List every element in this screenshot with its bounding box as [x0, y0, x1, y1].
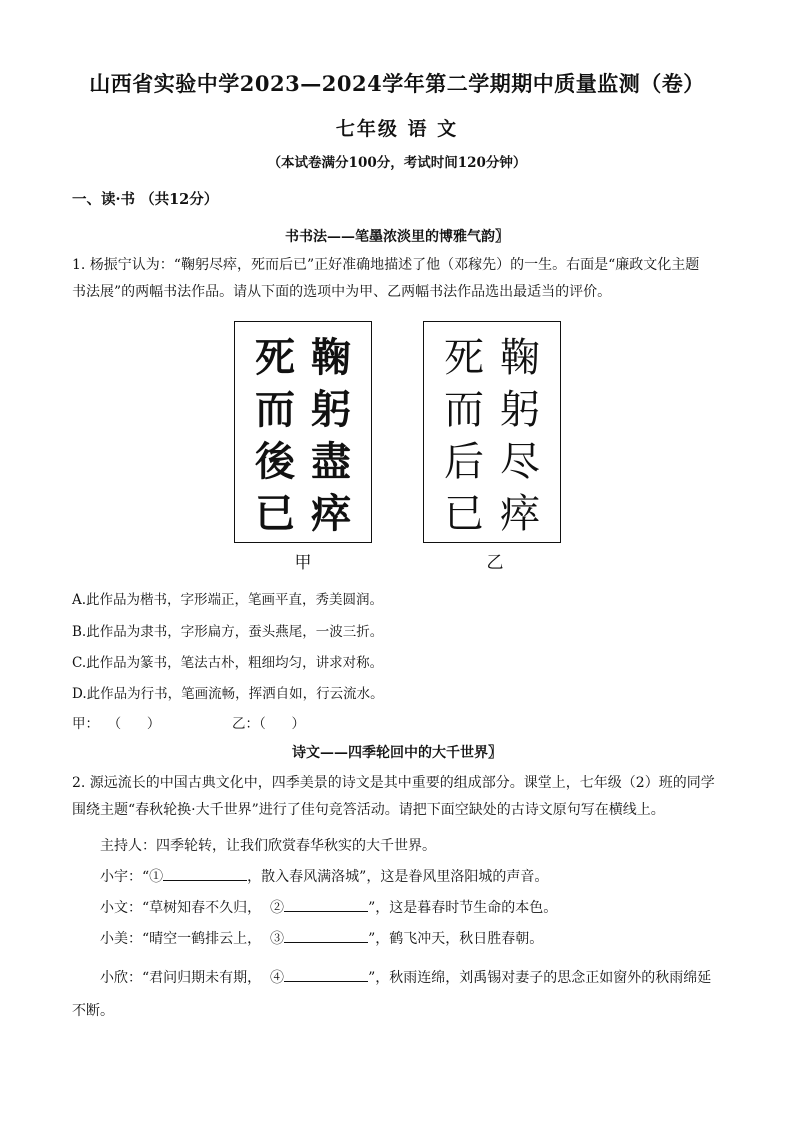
calligraphy-work-jia [234, 321, 372, 543]
glyph: 而 [255, 386, 295, 433]
glyph: 鞠 [311, 334, 351, 381]
glyph: 躬 [311, 386, 351, 433]
fill-line-3 [100, 926, 726, 953]
subsection-poetry: 诗文——四季轮回中的大千世界〗 [292, 745, 502, 761]
glyph: 鞠 [500, 335, 540, 381]
question-2-line-2: 围绕主题“春秋轮换·大千世界”进行了佳句竞答活动。请把下面空缺处的古诗文原句写在横线上。 [72, 802, 665, 818]
fill-line-suffix: ”，这是暮春时节生命的本色。 [368, 900, 558, 916]
blank-3[interactable] [284, 928, 368, 943]
question-1-text [72, 252, 726, 306]
glyph: 已 [255, 490, 295, 537]
glyph: 死 [444, 335, 484, 381]
fill-line-suffix: ”，秋雨连绵，刘禹锡对妻子的思念正如窗外的秋雨绵延 [368, 970, 712, 986]
option-d: D.此作品为行书，笔画流畅，挥洒自如，行云流水。 [72, 686, 384, 702]
caption-jia: 甲 [294, 553, 312, 573]
answer-jia[interactable]: 甲： （ ） [72, 716, 161, 732]
glyph: 躬 [500, 387, 540, 433]
question-1-line-2: 书法展”的两幅书法作品。请从下面的选项中为甲、乙两幅书法作品选出最适当的评价。 [72, 284, 612, 300]
question-1-line-1: 1. 杨振宁认为：“鞠躬尽瘁，死而后已”正好准确地描述了他（邓稼先）的一生。右面是“廉政文化主题 [72, 257, 700, 273]
glyph: 瘁 [311, 490, 351, 537]
option-a: A.此作品为楷书，字形端正，笔画平直，秀美圆润。 [72, 592, 384, 608]
glyph: 瘁 [500, 491, 540, 537]
glyph: 後 [255, 438, 295, 485]
fill-line-4 [100, 965, 726, 992]
blank-4[interactable] [284, 967, 368, 982]
glyph: 而 [444, 387, 484, 433]
glyph: 死 [255, 334, 295, 381]
glyph: 盡 [311, 438, 351, 485]
fill-line-prefix: 小宇：“① [100, 869, 164, 885]
fill-line-2 [100, 895, 726, 922]
fill-line-suffix: ，散入春风满洛城”，这是眷风里洛阳城的声音。 [247, 869, 549, 885]
fill-line-prefix: 小欣：“君问归期未有期， ④ [100, 970, 285, 986]
blank-1[interactable] [163, 866, 247, 881]
fill-line-prefix: 小美：“晴空一鹤排云上， ③ [100, 931, 285, 947]
section-heading: 一、读·书 （共12分） [72, 191, 219, 208]
fill-line-4-continued: 不断。 [72, 1003, 114, 1019]
subsection-calligraphy: 书书法——笔墨浓淡里的博雅气韵〗 [285, 229, 509, 245]
fill-line-suffix: ”，鹤飞冲天，秋日胜春朝。 [368, 931, 544, 947]
answer-yi[interactable]: 乙：（ ） [232, 716, 305, 732]
exam-subtitle: 七年级 语 文 [335, 118, 459, 140]
option-b: B.此作品为隶书，字形扁方，蚕头燕尾，一波三折。 [72, 624, 384, 640]
option-c: C.此作品为篆书，笔法古朴，粗细均匀，讲求对称。 [72, 655, 384, 671]
question-2-line-1: 2. 源远流长的中国古典文化中，四季美景的诗文是其中重要的组成部分。课堂上，七年级（2）班的同学 [72, 775, 715, 791]
calligraphy-work-yi [423, 321, 561, 543]
blank-2[interactable] [284, 897, 368, 912]
glyph: 已 [444, 491, 484, 537]
glyph: 尽 [500, 439, 540, 485]
question-2-text [72, 770, 726, 824]
exam-title: 山西省实验中学2023—2024学年第二学期期中质量监测（卷） [89, 71, 705, 96]
glyph: 后 [444, 439, 484, 485]
host-line: 主持人：四季轮转，让我们欣赏春华秋实的大千世界。 [100, 838, 436, 854]
caption-yi: 乙 [486, 553, 504, 573]
fill-line-prefix: 小文：“草树知春不久归， ② [100, 900, 285, 916]
fill-line-1 [100, 864, 726, 891]
exam-note: （本试卷满分100分，考试时间120分钟） [267, 155, 527, 171]
